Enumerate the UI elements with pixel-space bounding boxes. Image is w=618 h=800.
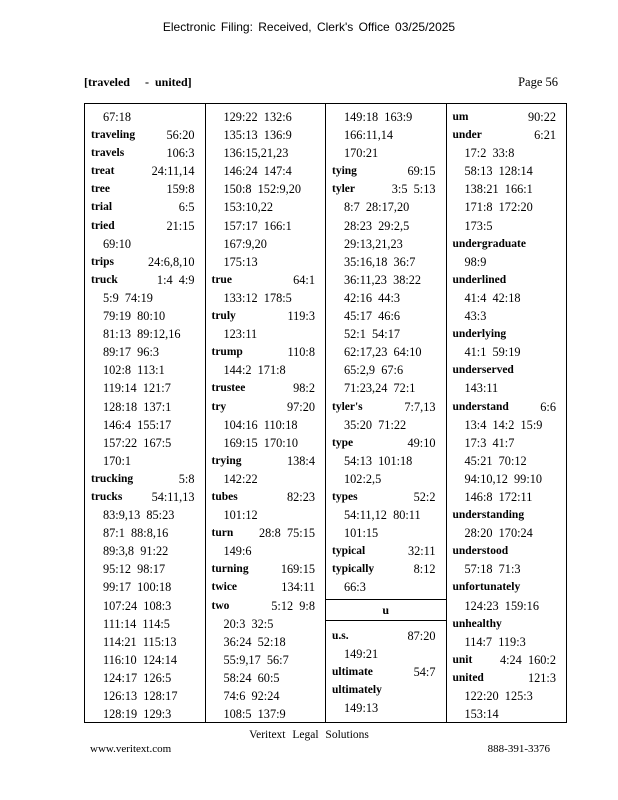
index-term: tried	[91, 219, 115, 232]
index-references: 134:11	[281, 580, 315, 595]
index-entry	[212, 379, 320, 397]
index-term: trips	[91, 255, 114, 268]
index-entry	[332, 560, 440, 578]
index-term: tying	[332, 165, 357, 178]
index-term: underlying	[452, 328, 507, 341]
index-continuation: 87:1 88:8,16	[103, 526, 169, 541]
index-continuation: 28:23 29:2,5	[344, 218, 410, 233]
index-continuation: 102:2,5	[344, 471, 382, 486]
index-entry	[91, 162, 199, 180]
index-term: truck	[91, 273, 118, 286]
index-continuation: 69:10	[103, 236, 132, 251]
index-entry	[91, 144, 199, 162]
index-term: typically	[332, 563, 375, 576]
index-continuation: 65:2,9 67:6	[344, 363, 404, 378]
index-continuation: 58:24 60:5	[223, 670, 280, 685]
index-entry	[332, 180, 440, 198]
index-continuation: 94:10,12 99:10	[464, 471, 543, 486]
index-continuation: 129:22 132:6	[223, 110, 292, 124]
index-entry	[91, 470, 199, 488]
index-continuation: 104:16 110:18	[223, 417, 298, 432]
index-continuation: 122:20 125:3	[464, 689, 533, 703]
index-references: 56:20	[166, 128, 195, 143]
index-continuation: 43:3	[464, 309, 487, 324]
index-continuation: 17:2 33:8	[464, 146, 515, 161]
index-continuation: 175:13	[223, 254, 258, 269]
index-references: 5:12 9:8	[271, 598, 315, 613]
index-references: 159:8	[166, 182, 195, 197]
index-term: unfortunately	[452, 581, 521, 594]
index-continuation: 108:5 137:9	[223, 707, 286, 722]
index-entry	[453, 361, 561, 379]
index-term: treat	[91, 165, 115, 178]
index-references: 69:15	[407, 164, 436, 179]
index-entry	[453, 126, 561, 144]
index-entry	[91, 271, 199, 289]
index-continuation: 29:13,21,23	[344, 236, 403, 251]
index-entry	[91, 488, 199, 506]
index-references: 3:5 5:13	[391, 182, 436, 197]
index-continuation: 133:12 178:5	[223, 290, 292, 305]
index-entry	[212, 343, 320, 361]
index-continuation: 79:19 80:10	[103, 309, 166, 324]
index-continuation: 124:23 159:16	[464, 598, 539, 613]
index-references: 97:20	[286, 399, 315, 414]
index-continuation: 116:10 124:14	[103, 652, 178, 667]
index-term: typical	[332, 545, 366, 558]
index-references: 24:6,8,10	[148, 254, 195, 269]
index-continuation: 102:8 113:1	[103, 363, 165, 378]
index-continuation: 114:21 115:13	[103, 634, 177, 649]
index-term: tree	[91, 183, 110, 196]
index-continuation: 58:13 128:14	[464, 164, 533, 179]
index-entry	[332, 542, 440, 560]
index-entry	[91, 198, 199, 216]
index-references: 98:2	[293, 381, 315, 396]
index-entry	[453, 651, 561, 669]
index-entry	[332, 488, 440, 506]
index-continuation: 89:17 96:3	[103, 345, 160, 360]
index-term: um	[452, 111, 469, 123]
index-term: trial	[91, 201, 113, 214]
index-entry	[453, 271, 561, 289]
index-continuation: 138:21 166:1	[464, 182, 533, 197]
index-term: types	[332, 490, 358, 503]
word-index-grid	[84, 103, 567, 723]
index-continuation: 45:21 70:12	[464, 453, 527, 468]
letter-section-header: u	[326, 599, 446, 621]
index-entry	[453, 669, 561, 687]
filing-header: Electronic Filing: Received, Clerk's Office 03/25/2025	[162, 20, 456, 34]
index-term: true	[211, 273, 232, 286]
index-references: 82:23	[286, 489, 315, 504]
index-term: trump	[211, 346, 243, 359]
index-references: 21:15	[166, 218, 195, 233]
index-term: trucking	[91, 472, 134, 485]
index-continuation: 41:4 42:18	[464, 290, 521, 305]
index-continuation: 149:13	[344, 700, 379, 715]
index-continuation: 169:15 170:10	[223, 435, 298, 450]
index-continuation: 36:11,23 38:22	[344, 272, 422, 287]
index-entry	[332, 681, 440, 699]
index-entry	[332, 627, 440, 645]
index-continuation: 170:1	[103, 453, 132, 468]
index-continuation: 146:8 172:11	[464, 489, 533, 504]
index-entry	[332, 434, 440, 452]
index-entry	[453, 108, 561, 126]
index-entry	[212, 271, 320, 289]
index-continuation: 157:17 166:1	[223, 218, 292, 233]
index-continuation: 54:11,12 80:11	[344, 508, 421, 523]
index-term: tyler's	[332, 400, 363, 413]
index-continuation: 128:19 129:3	[103, 707, 172, 722]
index-continuation: 99:17 100:18	[103, 580, 172, 595]
index-continuation: 89:3,8 91:22	[103, 544, 169, 559]
index-continuation: 55:9,17 56:7	[223, 652, 289, 667]
index-continuation: 17:3 41:7	[464, 435, 515, 450]
index-references: 87:20	[407, 628, 436, 643]
index-continuation: 166:11,14	[344, 128, 394, 143]
index-entry	[91, 217, 199, 235]
index-references: 7:7,13	[404, 399, 436, 414]
index-continuation: 153:10,22	[223, 200, 274, 215]
index-continuation: 28:20 170:24	[464, 526, 533, 541]
index-entry	[453, 235, 561, 253]
index-references: 1:4 4:9	[156, 272, 195, 287]
index-continuation: 95:12 98:17	[103, 562, 166, 577]
index-continuation: 13:4 14:2 15:9	[464, 417, 543, 432]
index-references: 24:11,14	[151, 164, 195, 179]
index-term: underlined	[452, 273, 507, 286]
index-entry	[91, 180, 199, 198]
index-continuation: 144:2 171:8	[223, 363, 286, 378]
footer-phone: 888-391-3376	[487, 743, 550, 755]
index-references: 110:8	[287, 345, 315, 360]
index-column-1	[85, 104, 206, 722]
index-continuation: 57:18 71:3	[464, 562, 521, 577]
index-references: 5:8	[178, 471, 195, 486]
index-continuation: 62:17,23 64:10	[344, 345, 422, 360]
index-continuation: 128:18 137:1	[103, 399, 172, 414]
index-term: type	[332, 436, 354, 449]
index-entry	[453, 615, 561, 633]
index-references: 4:24 160:2	[499, 652, 556, 667]
index-term: understand	[452, 400, 509, 413]
index-references: 6:5	[178, 200, 195, 215]
index-entry	[332, 663, 440, 681]
index-entry	[91, 126, 199, 144]
index-references: 90:22	[527, 110, 556, 124]
index-references: 32:11	[407, 544, 436, 559]
index-term: twice	[211, 581, 238, 594]
index-continuation: 20:3 32:5	[223, 616, 274, 631]
index-references: 169:15	[280, 562, 315, 577]
index-continuation: 81:13 89:12,16	[103, 327, 181, 342]
index-continuation: 101:12	[223, 508, 258, 523]
index-continuation: 126:13 128:17	[103, 689, 178, 703]
index-references: 6:21	[534, 128, 556, 143]
index-continuation: 136:15,21,23	[223, 146, 289, 161]
index-continuation: 135:13 136:9	[223, 128, 292, 143]
index-continuation: 157:22 167:5	[103, 435, 172, 450]
index-term: understood	[452, 545, 509, 558]
footer-url: www.veritext.com	[90, 743, 172, 755]
index-entry	[453, 398, 561, 416]
index-continuation: 142:22	[223, 471, 258, 486]
index-continuation: 124:17 126:5	[103, 670, 172, 685]
index-term: underserved	[452, 364, 514, 377]
index-continuation: 150:8 152:9,20	[223, 182, 302, 197]
index-continuation: 173:5	[464, 218, 493, 233]
index-continuation: 41:1 59:19	[464, 345, 521, 360]
index-continuation: 36:24 52:18	[223, 634, 286, 649]
index-continuation: 111:14 114:5	[103, 616, 170, 631]
index-term: tubes	[211, 490, 238, 503]
index-entry	[212, 578, 320, 596]
index-continuation: 153:14	[464, 707, 499, 722]
page-number: Page 56	[518, 75, 558, 89]
index-references: 6:6	[540, 399, 556, 414]
index-continuation: 98:9	[464, 254, 487, 269]
index-column-3	[326, 104, 447, 722]
index-column-2	[206, 104, 327, 722]
index-continuation: 114:7 119:3	[464, 634, 526, 649]
index-continuation: 74:6 92:24	[223, 689, 280, 703]
index-references: 49:10	[407, 435, 436, 450]
index-term: unit	[452, 653, 473, 666]
index-term: ultimately	[332, 683, 382, 696]
index-term: trying	[211, 454, 242, 467]
index-continuation: 67:18	[103, 110, 132, 124]
index-references: 52:2	[413, 489, 436, 504]
index-continuation: 119:14 121:7	[103, 381, 171, 396]
index-references: 119:3	[287, 309, 315, 324]
index-entry	[212, 524, 320, 542]
index-continuation: 123:11	[223, 327, 258, 342]
index-entry	[212, 452, 320, 470]
index-entry	[212, 597, 320, 615]
index-term: u.s.	[332, 629, 349, 642]
index-references: 54:7	[413, 664, 436, 679]
index-entry	[212, 560, 320, 578]
index-entry	[453, 325, 561, 343]
index-term: traveling	[91, 129, 136, 142]
index-references: 8:12	[413, 562, 436, 577]
index-continuation: 54:13 101:18	[344, 453, 413, 468]
index-continuation: 146:24 147:4	[223, 164, 292, 179]
index-continuation: 149:6	[223, 544, 252, 559]
index-term: travels	[91, 147, 125, 160]
index-continuation: 71:23,24 72:1	[344, 381, 416, 396]
index-entry	[453, 542, 561, 560]
index-entry	[212, 488, 320, 506]
index-entry	[453, 578, 561, 596]
footer-company: Veritext Legal Solutions	[249, 729, 369, 741]
index-term: turning	[211, 563, 249, 576]
index-continuation: 149:21	[344, 646, 379, 661]
index-continuation: 146:4 155:17	[103, 417, 172, 432]
index-term: under	[452, 129, 482, 142]
index-references: 64:1	[293, 272, 315, 287]
index-entry	[332, 398, 440, 416]
index-continuation: 52:1 54:17	[344, 327, 401, 342]
index-continuation: 35:20 71:22	[344, 417, 407, 432]
index-references: 28:8 75:15	[258, 526, 315, 541]
index-term: united	[452, 671, 484, 684]
index-term: two	[211, 599, 230, 612]
index-term: undergraduate	[452, 237, 526, 250]
index-term: tyler	[332, 183, 355, 196]
index-column-4	[447, 104, 567, 722]
index-continuation: 83:9,13 85:23	[103, 508, 175, 523]
index-entry	[91, 253, 199, 271]
index-continuation: 167:9,20	[223, 236, 267, 251]
index-continuation: 101:15	[344, 526, 379, 541]
index-references: 121:3	[527, 670, 556, 685]
index-references: 106:3	[166, 146, 195, 161]
index-continuation: 170:21	[344, 146, 379, 161]
index-term: understanding	[452, 509, 525, 522]
index-continuation: 107:24 108:3	[103, 598, 172, 613]
index-continuation: 42:16 44:3	[344, 290, 401, 305]
index-continuation: 171:8 172:20	[464, 200, 533, 215]
index-term: ultimate	[332, 665, 373, 678]
index-entry	[212, 307, 320, 325]
index-references: 138:4	[286, 453, 315, 468]
index-entry	[453, 506, 561, 524]
index-term: try	[211, 400, 227, 413]
index-term: trustee	[211, 382, 246, 395]
index-continuation: 5:9 74:19	[103, 290, 153, 305]
index-entry	[332, 162, 440, 180]
index-references: 54:11,13	[151, 489, 195, 504]
index-continuation: 66:3	[344, 580, 366, 595]
index-term: unhealthy	[452, 617, 502, 630]
index-continuation: 8:7 28:17,20	[344, 200, 410, 215]
index-continuation: 143:11	[464, 381, 499, 396]
index-continuation: 149:18 163:9	[344, 110, 413, 124]
index-range: [traveled - united]	[84, 75, 192, 89]
index-entry	[212, 398, 320, 416]
index-term: trucks	[91, 490, 123, 503]
index-term: truly	[211, 310, 236, 323]
index-continuation: 35:16,18 36:7	[344, 254, 416, 269]
index-term: turn	[211, 527, 234, 540]
index-continuation: 45:17 46:6	[344, 309, 401, 324]
